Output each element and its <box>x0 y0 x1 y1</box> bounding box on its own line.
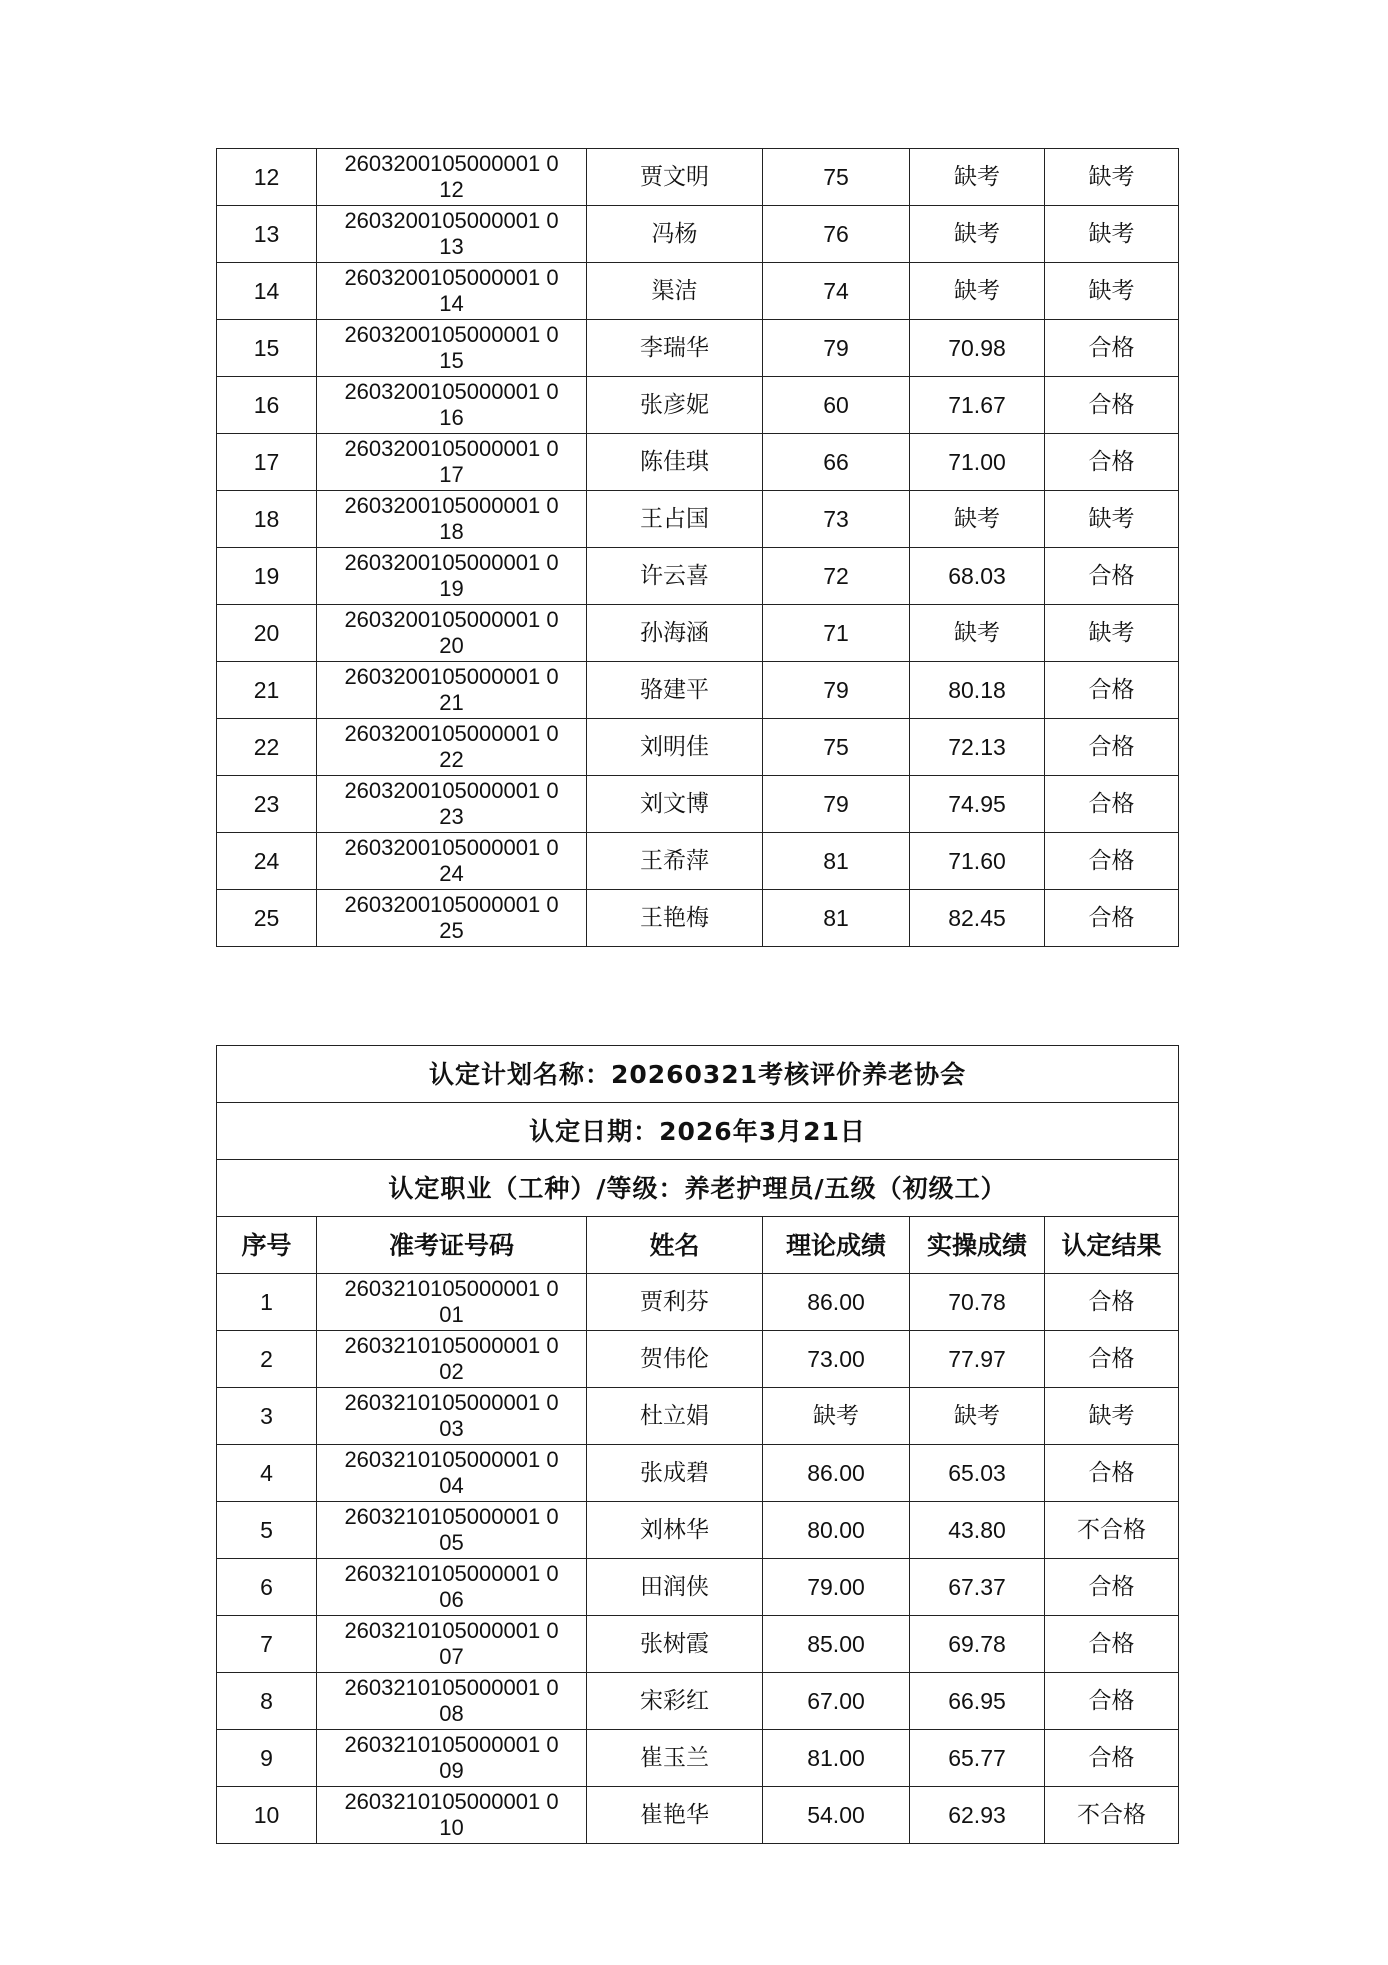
ticket-number-line-1: 2603200105000001 0 <box>344 721 559 746</box>
ticket-number-cell <box>317 548 587 605</box>
practice-score: 65.03 <box>910 1445 1045 1502</box>
table-row <box>217 1730 1179 1787</box>
row-number: 15 <box>217 320 317 377</box>
result-status: 合格 <box>1045 890 1179 947</box>
row-number: 1 <box>217 1274 317 1331</box>
row-number: 12 <box>217 149 317 206</box>
row-number: 23 <box>217 776 317 833</box>
ticket-number-line-2: 07 <box>439 1644 464 1669</box>
ticket-number-cell <box>317 149 587 206</box>
results-table-plan-20260321 <box>216 1045 1179 1844</box>
table-row <box>217 1331 1179 1388</box>
practice-score: 69.78 <box>910 1616 1045 1673</box>
ticket-number-line-1: 2603210105000001 0 <box>344 1789 559 1814</box>
result-status: 合格 <box>1045 776 1179 833</box>
candidate-name: 许云喜 <box>587 548 763 605</box>
header-result: 认定结果 <box>1045 1217 1179 1274</box>
table-row <box>217 434 1179 491</box>
theory-score: 79 <box>763 776 910 833</box>
result-status: 合格 <box>1045 548 1179 605</box>
ticket-number-line-2: 01 <box>439 1302 464 1327</box>
table-row <box>217 149 1179 206</box>
ticket-number-cell <box>317 662 587 719</box>
theory-score: 79.00 <box>763 1559 910 1616</box>
ticket-number-line-1: 2603200105000001 0 <box>344 664 559 689</box>
result-status: 合格 <box>1045 1559 1179 1616</box>
table-row <box>217 662 1179 719</box>
ticket-number-line-1: 2603210105000001 0 <box>344 1675 559 1700</box>
ticket-number-line-2: 22 <box>439 747 464 772</box>
ticket-number-line-2: 08 <box>439 1701 464 1726</box>
row-number: 6 <box>217 1559 317 1616</box>
ticket-number-line-2: 24 <box>439 861 464 886</box>
theory-score: 81.00 <box>763 1730 910 1787</box>
ticket-number-cell <box>317 491 587 548</box>
ticket-number-line-2: 13 <box>439 234 464 259</box>
ticket-number-line-2: 09 <box>439 1758 464 1783</box>
header-no: 序号 <box>217 1217 317 1274</box>
candidate-name: 冯杨 <box>587 206 763 263</box>
ticket-number-line-2: 23 <box>439 804 464 829</box>
ticket-number-line-1: 2603210105000001 0 <box>344 1333 559 1358</box>
ticket-number-cell <box>317 605 587 662</box>
result-status: 合格 <box>1045 833 1179 890</box>
ticket-number-line-2: 17 <box>439 462 464 487</box>
header-theory: 理论成绩 <box>763 1217 910 1274</box>
practice-score: 缺考 <box>910 149 1045 206</box>
ticket-number-cell <box>317 1616 587 1673</box>
row-number: 13 <box>217 206 317 263</box>
header-name: 姓名 <box>587 1217 763 1274</box>
plan-name: 认定计划名称：20260321考核评价养老协会 <box>217 1046 1179 1103</box>
result-status: 合格 <box>1045 1730 1179 1787</box>
practice-score: 65.77 <box>910 1730 1045 1787</box>
result-status: 合格 <box>1045 434 1179 491</box>
candidate-name: 李瑞华 <box>587 320 763 377</box>
ticket-number-line-1: 2603200105000001 0 <box>344 550 559 575</box>
column-header-row <box>217 1217 1179 1274</box>
ticket-number-cell <box>317 890 587 947</box>
practice-score: 缺考 <box>910 263 1045 320</box>
row-number: 20 <box>217 605 317 662</box>
practice-score: 缺考 <box>910 491 1045 548</box>
table-row <box>217 1502 1179 1559</box>
table-row <box>217 491 1179 548</box>
result-status: 缺考 <box>1045 605 1179 662</box>
practice-score: 66.95 <box>910 1673 1045 1730</box>
practice-score: 67.37 <box>910 1559 1045 1616</box>
theory-score: 76 <box>763 206 910 263</box>
result-status: 缺考 <box>1045 206 1179 263</box>
assessment-date: 认定日期：2026年3月21日 <box>217 1103 1179 1160</box>
practice-score: 70.98 <box>910 320 1045 377</box>
table-row <box>217 320 1179 377</box>
result-status: 缺考 <box>1045 1388 1179 1445</box>
candidate-name: 贾利芬 <box>587 1274 763 1331</box>
table-row <box>217 1445 1179 1502</box>
ticket-number-line-2: 20 <box>439 633 464 658</box>
ticket-number-line-2: 03 <box>439 1416 464 1441</box>
theory-score: 73 <box>763 491 910 548</box>
ticket-number-cell <box>317 206 587 263</box>
candidate-name: 刘明佳 <box>587 719 763 776</box>
ticket-number-line-1: 2603200105000001 0 <box>344 322 559 347</box>
result-status: 合格 <box>1045 662 1179 719</box>
row-number: 18 <box>217 491 317 548</box>
candidate-name: 贺伟伦 <box>587 1331 763 1388</box>
ticket-number-cell <box>317 434 587 491</box>
ticket-number-line-1: 2603200105000001 0 <box>344 208 559 233</box>
ticket-number-line-1: 2603200105000001 0 <box>344 892 559 917</box>
theory-score: 54.00 <box>763 1787 910 1844</box>
theory-score: 81 <box>763 833 910 890</box>
ticket-number-cell <box>317 320 587 377</box>
row-number: 22 <box>217 719 317 776</box>
ticket-number-cell <box>317 1787 587 1844</box>
theory-score: 85.00 <box>763 1616 910 1673</box>
table-row <box>217 1388 1179 1445</box>
ticket-number-line-1: 2603200105000001 0 <box>344 379 559 404</box>
ticket-number-cell <box>317 1730 587 1787</box>
theory-score: 67.00 <box>763 1673 910 1730</box>
candidate-name: 张成碧 <box>587 1445 763 1502</box>
ticket-number-line-1: 2603210105000001 0 <box>344 1447 559 1472</box>
practice-score: 74.95 <box>910 776 1045 833</box>
theory-score: 75 <box>763 149 910 206</box>
table-row <box>217 1559 1179 1616</box>
ticket-number-line-2: 25 <box>439 918 464 943</box>
occupation-row <box>217 1160 1179 1217</box>
candidate-name: 刘文博 <box>587 776 763 833</box>
ticket-number-line-1: 2603200105000001 0 <box>344 151 559 176</box>
result-status: 合格 <box>1045 719 1179 776</box>
row-number: 10 <box>217 1787 317 1844</box>
candidate-name: 贾文明 <box>587 149 763 206</box>
plan-name-row <box>217 1046 1179 1103</box>
table-row <box>217 206 1179 263</box>
ticket-number-line-2: 19 <box>439 576 464 601</box>
theory-score: 66 <box>763 434 910 491</box>
table-row <box>217 377 1179 434</box>
header-ticket: 准考证号码 <box>317 1217 587 1274</box>
row-number: 7 <box>217 1616 317 1673</box>
ticket-number-line-2: 05 <box>439 1530 464 1555</box>
candidate-name: 王艳梅 <box>587 890 763 947</box>
result-status: 合格 <box>1045 1445 1179 1502</box>
theory-score: 81 <box>763 890 910 947</box>
result-status: 合格 <box>1045 320 1179 377</box>
ticket-number-line-2: 10 <box>439 1815 464 1840</box>
candidate-name: 张彦妮 <box>587 377 763 434</box>
ticket-number-line-1: 2603210105000001 0 <box>344 1504 559 1529</box>
result-status: 缺考 <box>1045 149 1179 206</box>
ticket-number-line-2: 18 <box>439 519 464 544</box>
ticket-number-cell <box>317 833 587 890</box>
result-status: 合格 <box>1045 1673 1179 1730</box>
result-status: 合格 <box>1045 1616 1179 1673</box>
practice-score: 43.80 <box>910 1502 1045 1559</box>
row-number: 8 <box>217 1673 317 1730</box>
ticket-number-cell <box>317 1388 587 1445</box>
ticket-number-line-1: 2603200105000001 0 <box>344 778 559 803</box>
table-row <box>217 263 1179 320</box>
table-row <box>217 548 1179 605</box>
ticket-number-line-1: 2603210105000001 0 <box>344 1618 559 1643</box>
candidate-name: 田润侠 <box>587 1559 763 1616</box>
ticket-number-line-2: 02 <box>439 1359 464 1384</box>
practice-score: 70.78 <box>910 1274 1045 1331</box>
practice-score: 缺考 <box>910 206 1045 263</box>
row-number: 3 <box>217 1388 317 1445</box>
theory-score: 60 <box>763 377 910 434</box>
ticket-number-cell <box>317 1274 587 1331</box>
candidate-name: 王占国 <box>587 491 763 548</box>
ticket-number-cell <box>317 1559 587 1616</box>
ticket-number-cell <box>317 719 587 776</box>
row-number: 25 <box>217 890 317 947</box>
candidate-name: 陈佳琪 <box>587 434 763 491</box>
result-status: 合格 <box>1045 1331 1179 1388</box>
table-row <box>217 1616 1179 1673</box>
ticket-number-cell <box>317 776 587 833</box>
result-status: 不合格 <box>1045 1787 1179 1844</box>
table-row <box>217 719 1179 776</box>
candidate-name: 渠洁 <box>587 263 763 320</box>
date-row <box>217 1103 1179 1160</box>
theory-score: 72 <box>763 548 910 605</box>
candidate-name: 杜立娟 <box>587 1388 763 1445</box>
result-status: 缺考 <box>1045 263 1179 320</box>
row-number: 14 <box>217 263 317 320</box>
theory-score: 86.00 <box>763 1445 910 1502</box>
candidate-name: 王希萍 <box>587 833 763 890</box>
practice-score: 68.03 <box>910 548 1045 605</box>
practice-score: 71.60 <box>910 833 1045 890</box>
table-row <box>217 890 1179 947</box>
ticket-number-line-1: 2603200105000001 0 <box>344 607 559 632</box>
practice-score: 82.45 <box>910 890 1045 947</box>
result-status: 合格 <box>1045 1274 1179 1331</box>
row-number: 5 <box>217 1502 317 1559</box>
table-row <box>217 605 1179 662</box>
ticket-number-line-2: 21 <box>439 690 464 715</box>
row-number: 21 <box>217 662 317 719</box>
ticket-number-line-1: 2603210105000001 0 <box>344 1561 559 1586</box>
practice-score: 缺考 <box>910 1388 1045 1445</box>
theory-score: 73.00 <box>763 1331 910 1388</box>
practice-score: 80.18 <box>910 662 1045 719</box>
row-number: 19 <box>217 548 317 605</box>
ticket-number-line-2: 16 <box>439 405 464 430</box>
ticket-number-cell <box>317 377 587 434</box>
ticket-number-line-1: 2603200105000001 0 <box>344 436 559 461</box>
candidate-name: 宋彩红 <box>587 1673 763 1730</box>
ticket-number-cell <box>317 263 587 320</box>
candidate-name: 张树霞 <box>587 1616 763 1673</box>
header-practice: 实操成绩 <box>910 1217 1045 1274</box>
ticket-number-line-2: 04 <box>439 1473 464 1498</box>
row-number: 17 <box>217 434 317 491</box>
ticket-number-line-1: 2603210105000001 0 <box>344 1390 559 1415</box>
ticket-number-line-1: 2603200105000001 0 <box>344 265 559 290</box>
ticket-number-cell <box>317 1502 587 1559</box>
occupation-level: 认定职业（工种）/等级：养老护理员/五级（初级工） <box>217 1160 1179 1217</box>
candidate-name: 崔玉兰 <box>587 1730 763 1787</box>
practice-score: 缺考 <box>910 605 1045 662</box>
practice-score: 71.67 <box>910 377 1045 434</box>
ticket-number-line-2: 15 <box>439 348 464 373</box>
results-table-continued <box>216 148 1179 947</box>
theory-score: 80.00 <box>763 1502 910 1559</box>
table-row <box>217 776 1179 833</box>
theory-score: 79 <box>763 662 910 719</box>
ticket-number-cell <box>317 1673 587 1730</box>
result-status: 合格 <box>1045 377 1179 434</box>
ticket-number-line-2: 12 <box>439 177 464 202</box>
practice-score: 77.97 <box>910 1331 1045 1388</box>
ticket-number-line-1: 2603210105000001 0 <box>344 1276 559 1301</box>
ticket-number-line-2: 06 <box>439 1587 464 1612</box>
theory-score: 74 <box>763 263 910 320</box>
ticket-number-line-1: 2603200105000001 0 <box>344 493 559 518</box>
theory-score: 75 <box>763 719 910 776</box>
candidate-name: 孙海涵 <box>587 605 763 662</box>
result-status: 不合格 <box>1045 1502 1179 1559</box>
row-number: 2 <box>217 1331 317 1388</box>
row-number: 24 <box>217 833 317 890</box>
row-number: 16 <box>217 377 317 434</box>
row-number: 4 <box>217 1445 317 1502</box>
candidate-name: 崔艳华 <box>587 1787 763 1844</box>
table-row <box>217 1274 1179 1331</box>
theory-score: 71 <box>763 605 910 662</box>
row-number: 9 <box>217 1730 317 1787</box>
candidate-name: 刘林华 <box>587 1502 763 1559</box>
table-row <box>217 833 1179 890</box>
ticket-number-line-1: 2603210105000001 0 <box>344 1732 559 1757</box>
practice-score: 72.13 <box>910 719 1045 776</box>
candidate-name: 骆建平 <box>587 662 763 719</box>
ticket-number-cell <box>317 1331 587 1388</box>
practice-score: 71.00 <box>910 434 1045 491</box>
ticket-number-cell <box>317 1445 587 1502</box>
table-row <box>217 1673 1179 1730</box>
result-status: 缺考 <box>1045 491 1179 548</box>
ticket-number-line-2: 14 <box>439 291 464 316</box>
ticket-number-line-1: 2603200105000001 0 <box>344 835 559 860</box>
theory-score: 缺考 <box>763 1388 910 1445</box>
table-row <box>217 1787 1179 1844</box>
theory-score: 79 <box>763 320 910 377</box>
practice-score: 62.93 <box>910 1787 1045 1844</box>
theory-score: 86.00 <box>763 1274 910 1331</box>
